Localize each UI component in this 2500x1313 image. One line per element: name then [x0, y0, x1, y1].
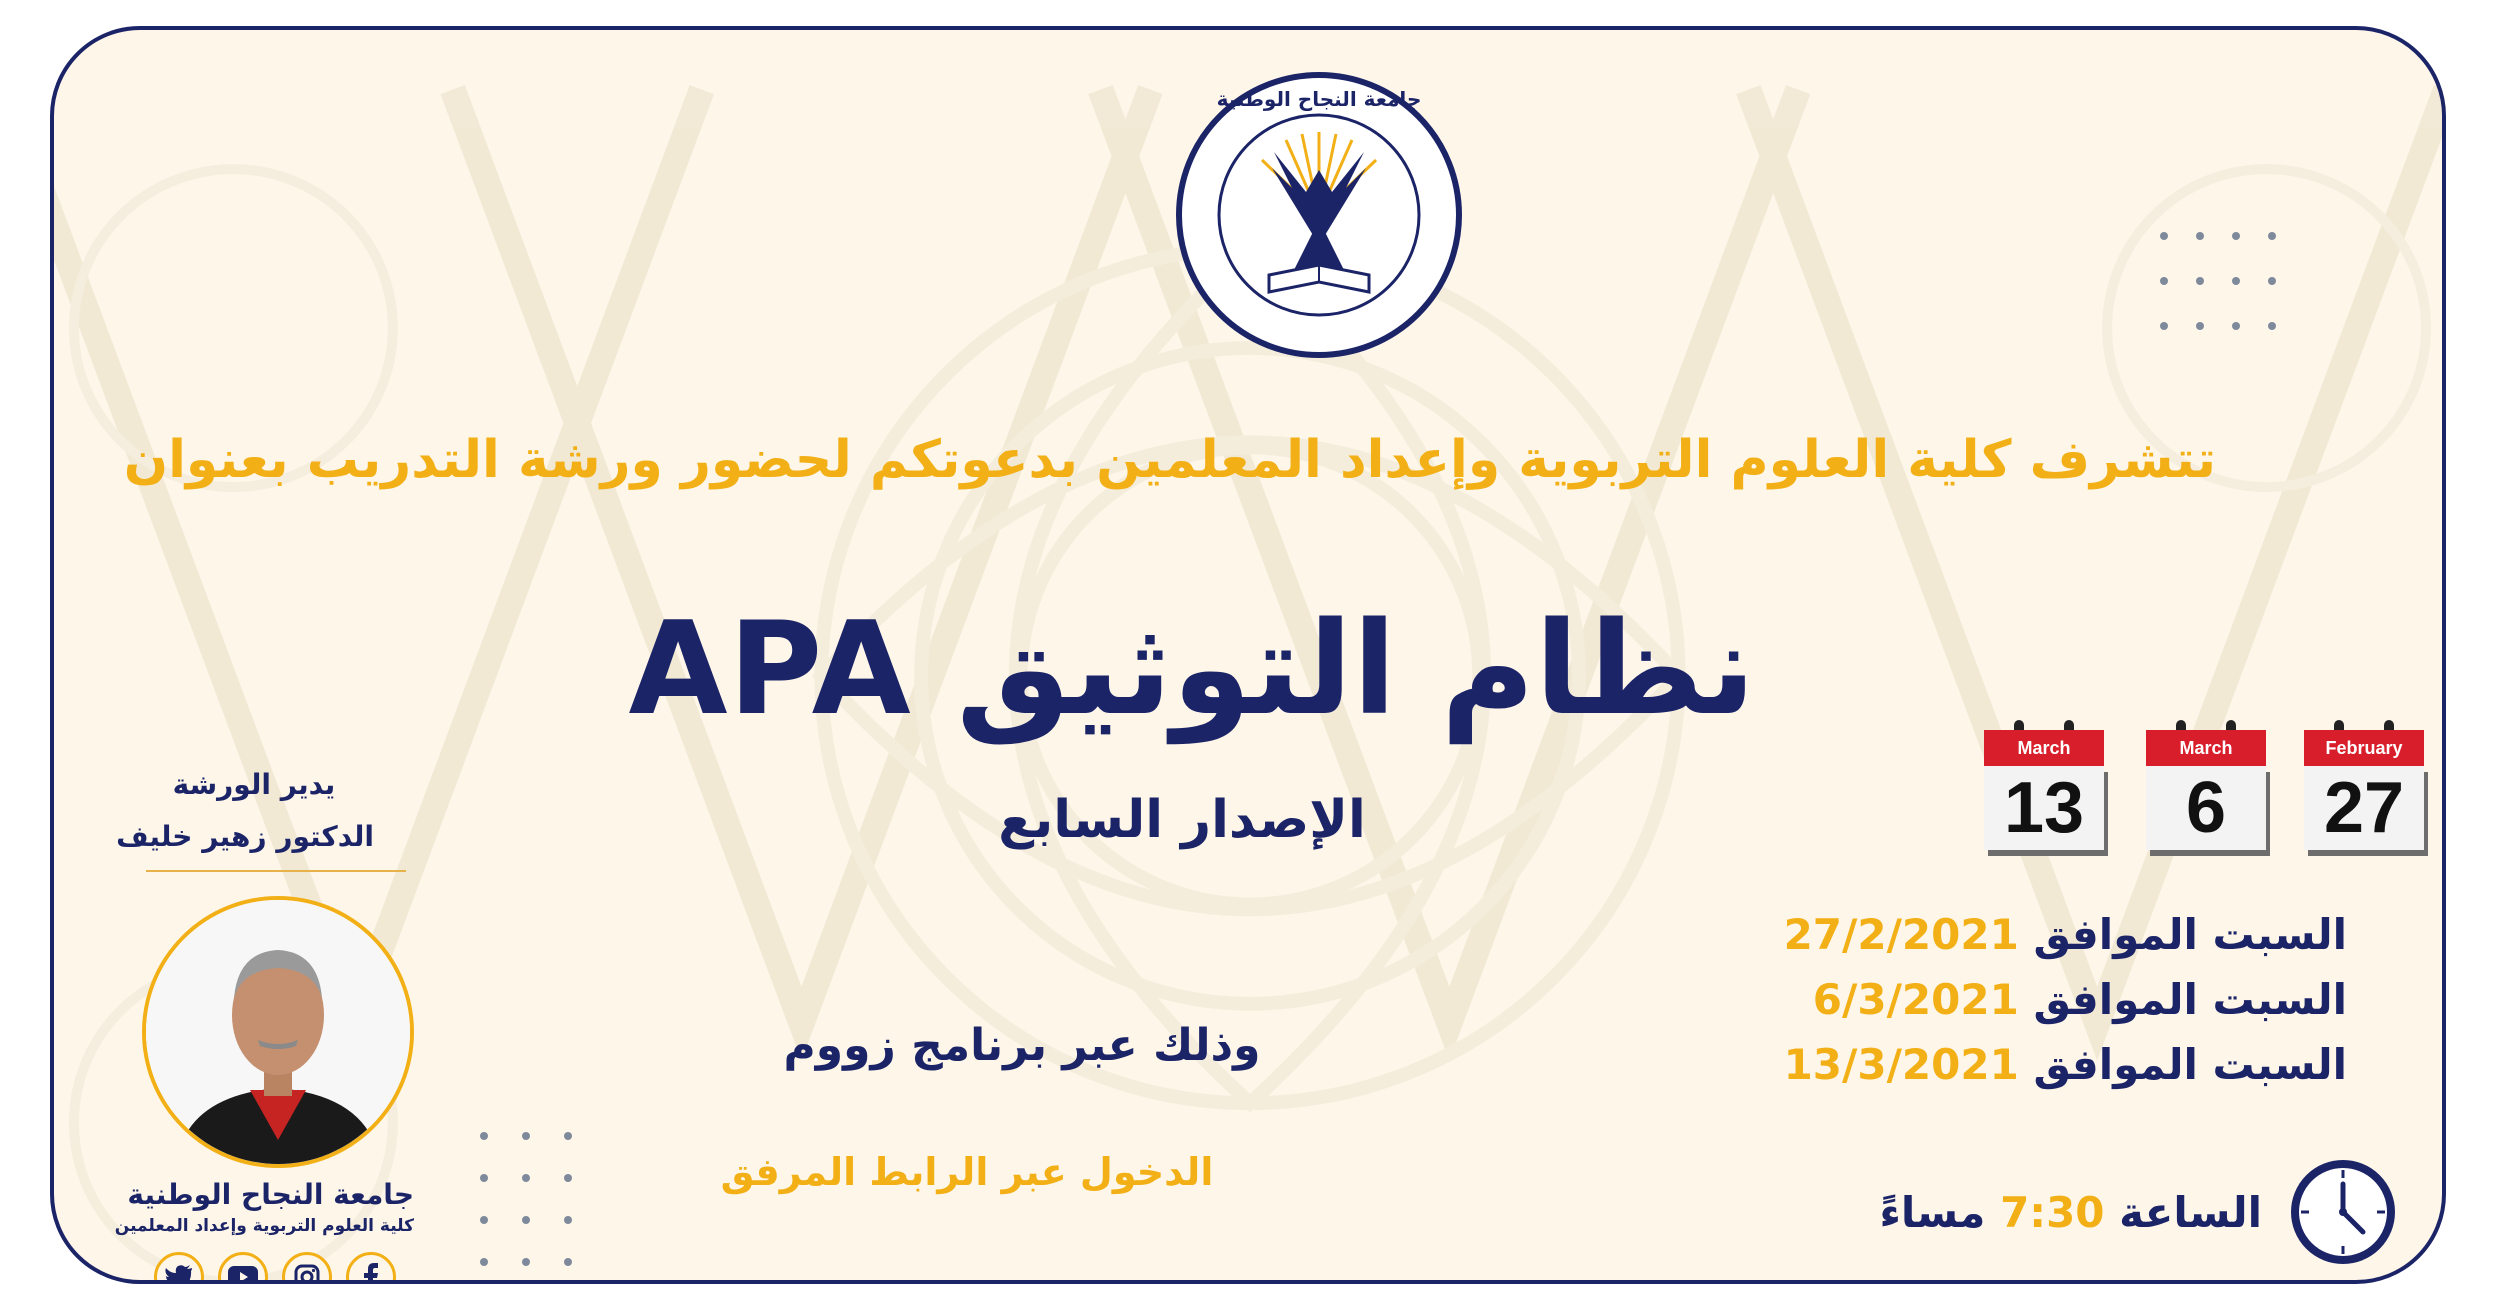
- session-list: [1784, 910, 2347, 1105]
- calendar-day: 6: [2146, 766, 2266, 850]
- college-name: كلية العلوم التربوية وإعداد المعلمين: [114, 1216, 414, 1236]
- invitation-card: [50, 26, 2446, 1284]
- presenter-name: الدكتور زهير خليف: [116, 820, 374, 853]
- session-row: [1784, 1040, 2347, 1105]
- session-row: [1784, 975, 2347, 1040]
- svg-text:جامعة النجاح الوطنية: جامعة النجاح الوطنية: [1216, 87, 1422, 111]
- time-value: 7:30: [2000, 1188, 2105, 1237]
- subtitle-text: الإصدار السابع: [998, 790, 1366, 850]
- session-label: السبت الموافق: [2033, 910, 2347, 959]
- divider: [146, 870, 406, 872]
- calendar-icon: [2304, 730, 2424, 850]
- university-logo: [1174, 70, 1464, 360]
- calendar-month: March: [1984, 730, 2104, 766]
- session-date: 13/3/2021: [1783, 1040, 2019, 1089]
- session-label: السبت الموافق: [2033, 975, 2347, 1024]
- time-suffix: مساءً: [1879, 1188, 1986, 1237]
- decorative-dots: [2154, 226, 2304, 336]
- calendar-day: 27: [2304, 766, 2424, 850]
- instagram-icon[interactable]: [282, 1252, 332, 1284]
- presenter-label: يدير الورشة: [172, 768, 336, 801]
- youtube-icon[interactable]: [218, 1252, 268, 1284]
- calendar-icon: [2146, 730, 2266, 850]
- session-label: السبت الموافق: [2033, 1040, 2347, 1089]
- twitter-icon[interactable]: [154, 1252, 204, 1284]
- facebook-icon[interactable]: [346, 1252, 396, 1284]
- university-name: جامعة النجاح الوطنية: [127, 1178, 414, 1211]
- session-date: 27/2/2021: [1783, 910, 2019, 959]
- calendar-month: March: [2146, 730, 2266, 766]
- invitation-text: تتشرف كلية العلوم التربوية وإعداد المعلمين بدعوتكم لحضور ورشة التدريب بعنوان: [123, 430, 2216, 490]
- workshop-title-text: نظام التوثيق APA: [628, 595, 1756, 744]
- workshop-title: [54, 595, 2446, 744]
- presenter-avatar-icon: [146, 900, 410, 1164]
- clock-icon: [2289, 1158, 2397, 1266]
- session-row: [1784, 910, 2347, 975]
- social-links: [154, 1252, 396, 1284]
- time-label: الساعة: [2119, 1188, 2262, 1237]
- session-time: [1879, 1188, 2262, 1237]
- calendar-month: February: [2304, 730, 2424, 766]
- calendar-day: 13: [1984, 766, 2104, 850]
- presenter-photo: [142, 896, 414, 1168]
- session-date: 6/3/2021: [1812, 975, 2019, 1024]
- decorative-dots: [474, 1126, 584, 1276]
- calendar-icon: [1984, 730, 2104, 850]
- access-text: الدخول عبر الرابط المرفق: [720, 1150, 1214, 1194]
- platform-text: وذلك عبر برنامج زووم: [783, 1020, 1261, 1071]
